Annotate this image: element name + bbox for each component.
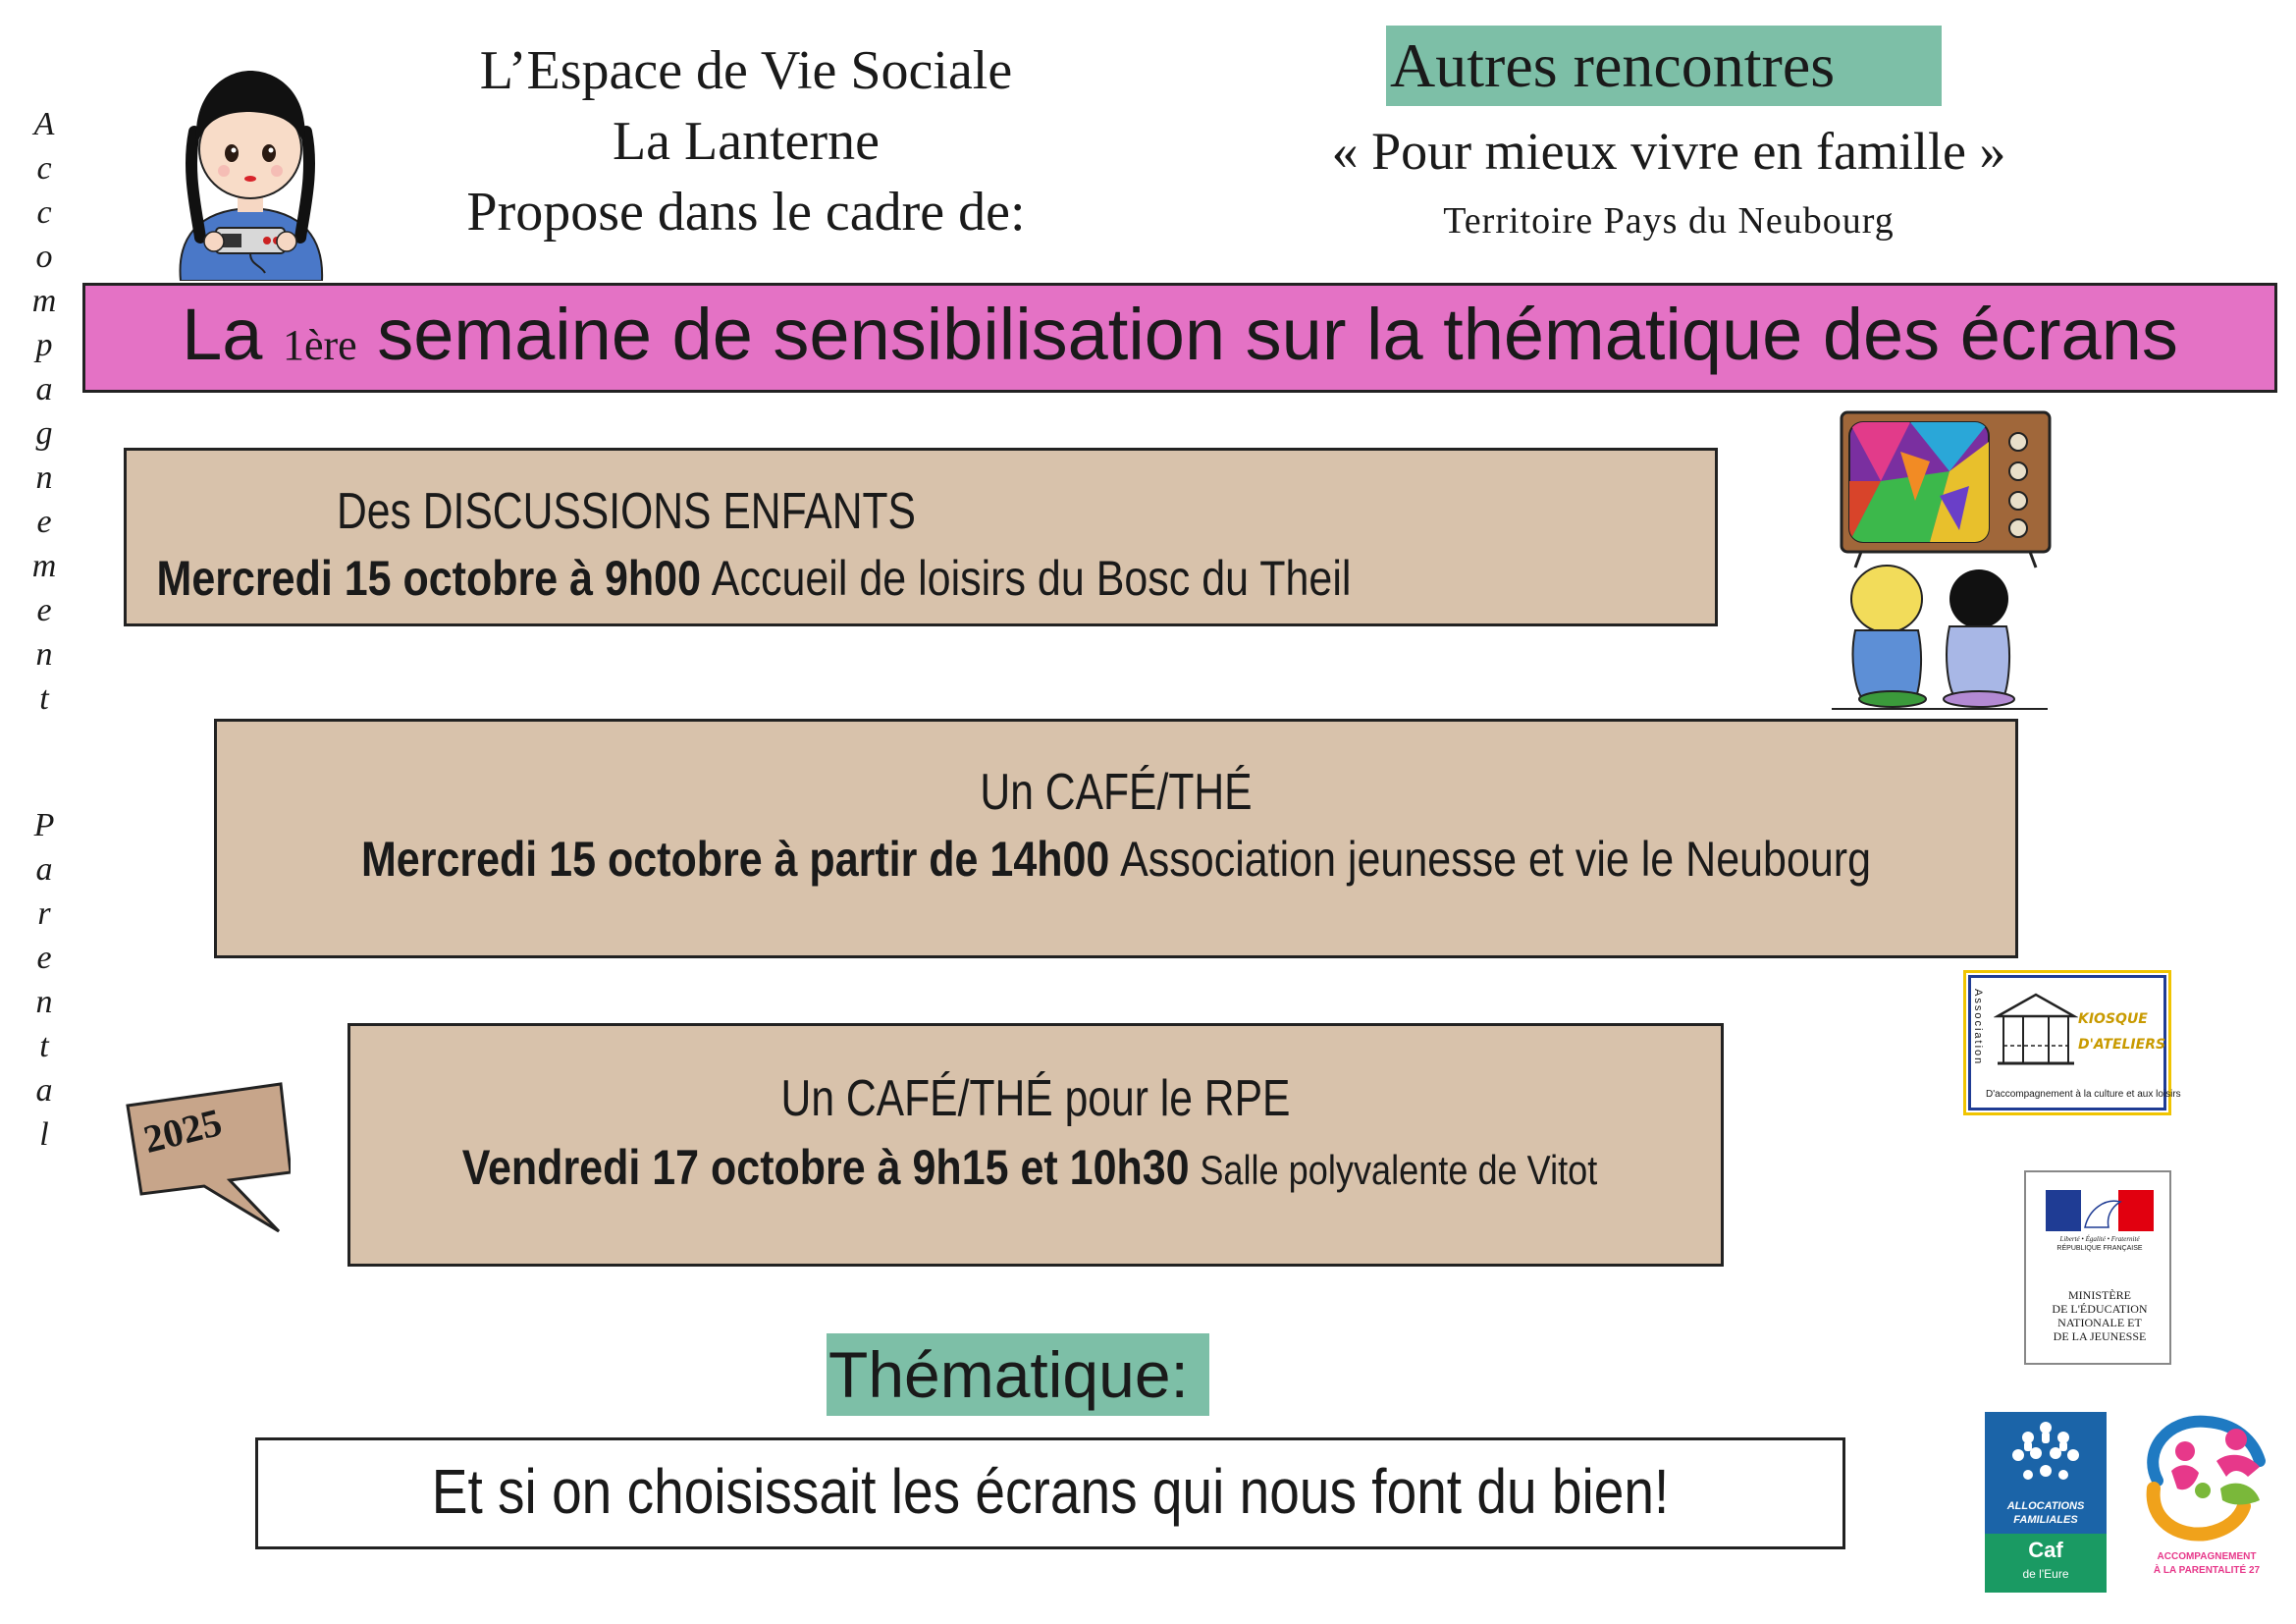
header-line-2: La Lanterne [612,111,881,172]
ministere-republique: RÉPUBLIQUE FRANÇAISE [2056,1245,2143,1252]
event-2-place: Association jeunesse et vie le Neubourg [1120,832,1872,887]
event-card-1 [124,448,1718,626]
title-part-2: semaine de sensibilisation sur la thématique des écrans [377,294,2178,375]
parental-letter: r [37,895,51,932]
accompagnement-letter: e [36,592,52,628]
caf-logo [1985,1412,2107,1593]
autres-rencontres-title: Autres rencontres [1390,30,1836,100]
ministere-name-line-4: DE LA JEUNESSE [2053,1329,2147,1343]
event-2-title: Un CAFÉ/THÉ [980,764,1253,821]
kiosque-name: KIOSQUE D'ATELIERS [2078,1011,2166,1053]
territoire-label: Territoire Pays du Neubourg [1443,200,1895,242]
kiosque-tagline: D'accompagnement à la culture et aux loisirs [1986,1089,2181,1100]
parentalite-figures-icon [2138,1412,2275,1542]
header-block [373,35,1119,247]
event-3-details [441,1136,1620,1202]
parentalite-line-2: À LA PARENTALITÉ 27 [2153,1565,2261,1576]
ministere-motto: Liberté • Égalité • Fraternité [2059,1235,2140,1243]
marianne-icon [2046,1190,2154,1231]
accompagnement-letter: e [36,504,52,540]
accompagnement-letter: p [35,327,53,363]
side-text-parental [29,803,59,1157]
parental-letter: t [39,1028,49,1064]
ministere-name [2026,1288,2173,1343]
parentalite-logo [2128,1412,2285,1589]
event-2-details [343,828,1890,891]
event-1-details [71,547,1436,610]
family-subtitle: « Pour mieux vivre en famille » [1331,122,2006,181]
kids-watching-tv-illustration [1822,403,2057,715]
accompagnement-letter: o [35,239,53,275]
title-banner-text [82,283,2277,393]
accompagnement-letter: m [31,283,57,319]
title-part-1: La [182,294,263,375]
parental-letter: a [35,851,53,888]
parental-letter: e [36,940,52,976]
header-line-3: Propose dans le cadre de: [466,182,1026,243]
event-3-date: Vendredi 17 octobre à 9h15 et 10h30 [461,1140,1190,1195]
title-ordinal: 1ère [283,321,357,369]
parental-letter: l [39,1116,49,1153]
event-1-title: Des DISCUSSIONS ENFANTS [337,483,916,540]
accompagnement-letter: n [35,636,53,673]
accompagnement-letter: n [35,460,53,496]
ministere-name-line-2: DE L'ÉDUCATION [2052,1302,2148,1316]
girl-gamer-illustration [167,63,334,281]
kiosque-ateliers-logo [1963,970,2181,1115]
thematique-text: Et si on choisissait les écrans qui nous font du bien! [431,1456,1670,1527]
event-1-date: Mercredi 15 octobre à 9h00 [156,551,702,606]
accompagnement-letter: m [31,548,57,584]
caf-line-1: ALLOCATIONS [2006,1500,2085,1512]
parental-letter: n [35,984,53,1020]
accompagnement-letter: g [35,415,53,452]
parental-letter: a [35,1072,53,1109]
caf-people-icon [2006,1420,2085,1489]
event-card-2 [214,719,2018,958]
caf-dept: de l'Eure [2022,1567,2069,1581]
accompagnement-letter: a [35,371,53,407]
accompagnement-letter: A [33,106,55,142]
kiosque-pavilion-icon [1994,991,2078,1071]
thematique-label: Thématique: [828,1338,1189,1411]
ministere-name-line-1: MINISTÈRE [2068,1288,2131,1302]
header-line-1: L’Espace de Vie Sociale [479,40,1013,101]
event-1-place: Accueil de loisirs du Bosc du Theil [711,551,1352,606]
parental-letter: P [33,807,55,843]
event-card-3 [347,1023,1724,1267]
event-3-place: Salle polyvalente de Vitot [1200,1147,1598,1193]
year-label: 2025 [138,1099,227,1163]
ministere-logo [2024,1170,2171,1365]
accompagnement-letter: t [39,680,49,717]
kiosque-vertical-label: Association [1972,989,1984,1066]
event-3-title: Un CAFÉ/THÉ pour le RPE [780,1070,1291,1127]
ministere-name-line-3: NATIONALE ET [2057,1316,2142,1329]
caf-line-2: FAMILIALES [2013,1514,2078,1526]
event-2-date: Mercredi 15 octobre à partir de 14h00 [360,832,1110,887]
accompagnement-letter: c [36,150,52,187]
caf-name: Caf [2028,1538,2063,1562]
side-text-accompagnement [29,102,59,721]
parentalite-line-1: ACCOMPAGNEMENT [2157,1551,2257,1562]
accompagnement-letter: c [36,194,52,231]
